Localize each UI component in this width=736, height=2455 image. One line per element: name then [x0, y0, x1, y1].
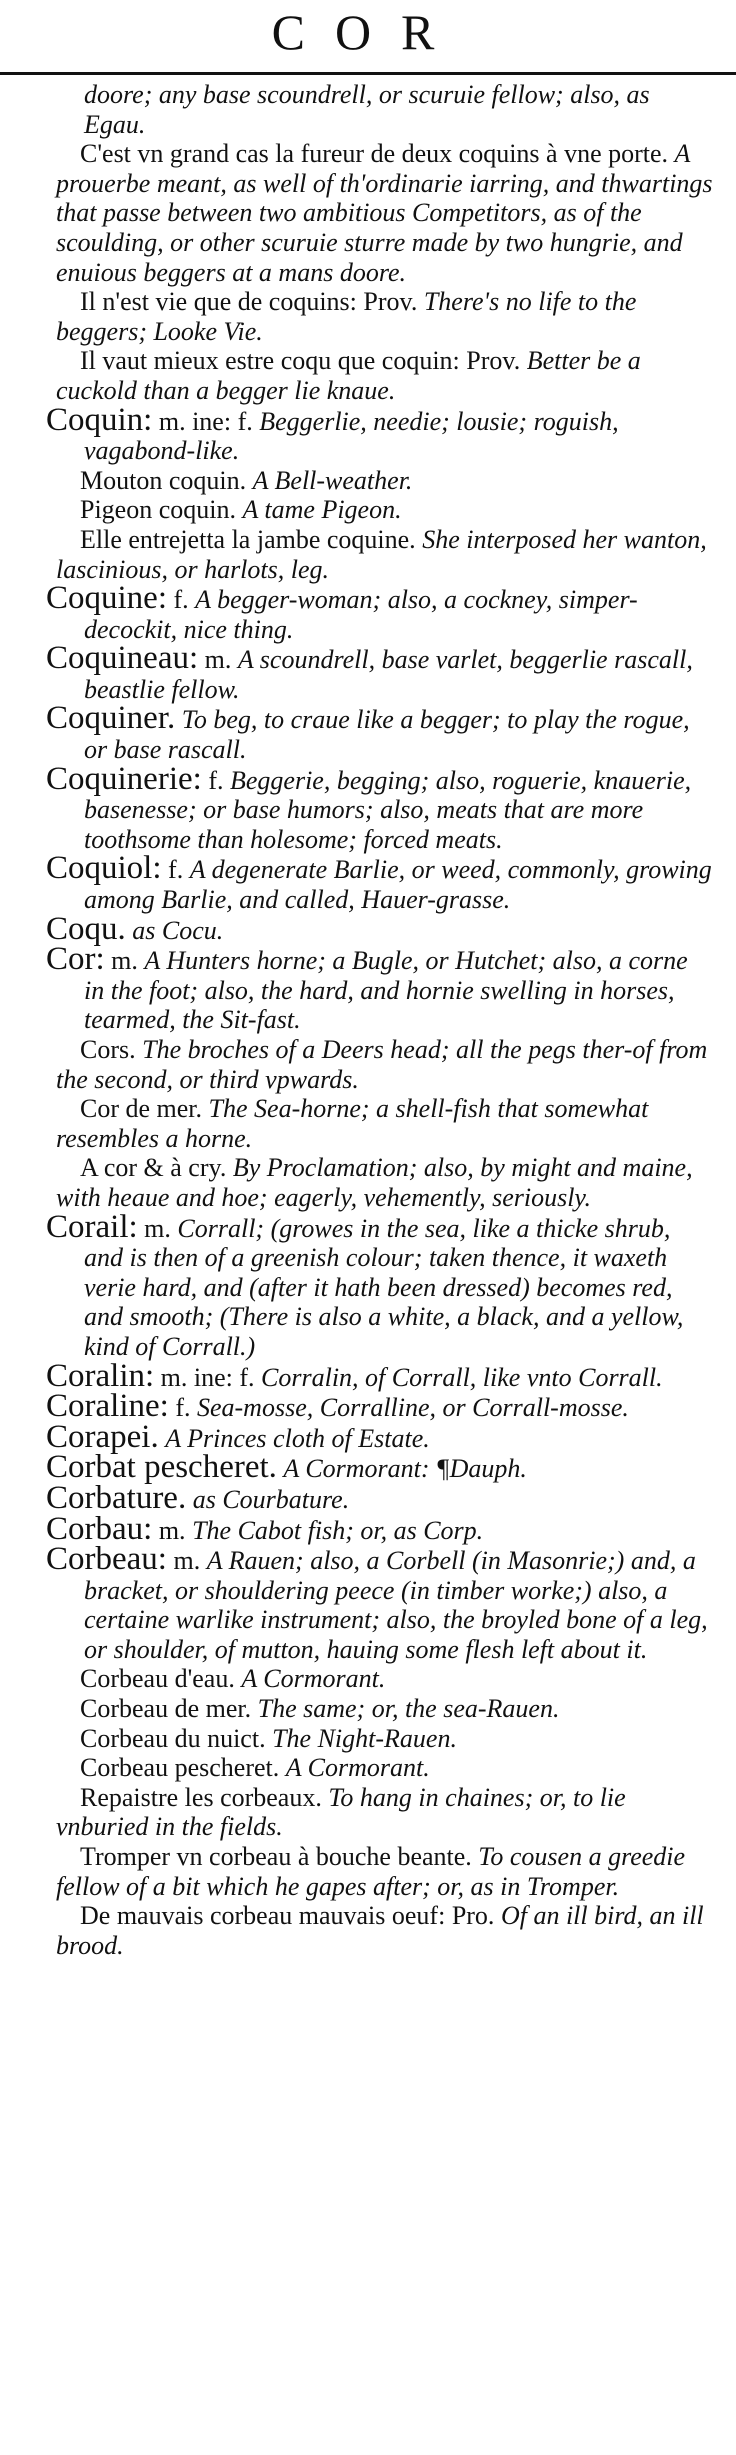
- entry-definition: A prouerbe meant, as well of th'ordinarie iarring, and thwartings that passe between two ambitious Competitors, as of the scoulding, or other scuruie sturre made by two hungrie, and enuious beggers at a mans doore.: [56, 139, 713, 287]
- entry-headword: Repaistre les corbeaux.: [80, 1782, 322, 1812]
- entry-headword: Corbature.: [46, 1479, 187, 1516]
- dictionary-entry: [46, 580, 714, 644]
- dictionary-subentry: [46, 1153, 714, 1212]
- dictionary-subentry: [46, 525, 714, 584]
- entry-grammar: Prov.: [363, 287, 418, 317]
- dictionary-entry: [46, 760, 714, 855]
- entry-headword: Corbeau de mer.: [80, 1694, 252, 1724]
- entry-headword: C'est vn grand cas la fureur de deux coquins à vne porte.: [80, 139, 669, 169]
- dictionary-subentry: [46, 139, 714, 287]
- dictionary-subentry: [46, 80, 714, 139]
- entry-headword: Cor:: [46, 941, 105, 978]
- entries-column: [46, 80, 714, 1960]
- entry-headword: Corbeau du nuict.: [80, 1723, 266, 1753]
- entry-headword: Coquiner.: [46, 700, 176, 737]
- page-header: COR: [271, 4, 465, 60]
- dictionary-subentry: [46, 1664, 714, 1694]
- entry-definition: A begger-woman; also, a cockney, simper-decockit, nice thing.: [84, 585, 638, 644]
- entry-headword: Coraline:: [46, 1388, 169, 1425]
- entry-definition: Better be a cuckold than a begger lie knaue.: [56, 346, 641, 405]
- entry-definition: Beggerie, begging; also, roguerie, knauerie, basenesse; or base humors; also, meats that are more toothsome than holesome; forced meats.: [84, 765, 692, 854]
- entry-definition: She interposed her wanton, lascinious, or harlots, leg.: [56, 524, 707, 584]
- dictionary-entry: [46, 850, 714, 915]
- entry-definition: A Cormorant.: [241, 1664, 386, 1694]
- dictionary-subentry: [46, 287, 714, 346]
- entry-headword: Mouton coquin.: [80, 465, 247, 495]
- entry-definition: The broches of a Deers head; all the pegs ther-of from the second, or third vpwards.: [56, 1035, 708, 1094]
- dictionary-subentry: [46, 1694, 714, 1724]
- entry-headword: Coquineau:: [46, 640, 199, 677]
- entry-definition: A tame Pigeon.: [242, 495, 402, 525]
- entry-grammar: m.: [111, 946, 138, 976]
- entry-definition: A Princes cloth of Estate.: [165, 1423, 430, 1453]
- dictionary-entry: [46, 910, 714, 947]
- entry-definition: There's no life to the beggers; Looke Vie.: [56, 287, 637, 346]
- dictionary-subentry: [46, 1094, 714, 1153]
- entry-headword: De mauvais corbeau mauvais oeuf:: [80, 1901, 446, 1931]
- entry-definition: The Cabot fish; or, as Corp.: [192, 1515, 484, 1545]
- entry-definition: To cousen a greedie fellow of a bit which he gapes after; or, as in Tromper.: [56, 1842, 686, 1901]
- entry-definition: To hang in chaines; or, to lie vnburied in the fields.: [56, 1782, 626, 1842]
- entry-headword: Corbeau d'eau.: [80, 1664, 235, 1694]
- entry-definition: A Cormorant.: [285, 1753, 430, 1783]
- dictionary-subentry: [46, 1035, 714, 1094]
- dictionary-entry: [46, 941, 714, 1035]
- entry-definition: Corralin, of Corrall, like vnto Corrall.: [261, 1362, 663, 1392]
- entry-definition: doore; any base scoundrell, or scuruie fellow; also, as Egau.: [84, 80, 650, 139]
- entry-headword: Cors.: [80, 1035, 136, 1064]
- entry-grammar: f.: [168, 855, 184, 885]
- dictionary-subentry: [46, 466, 714, 496]
- entry-definition: A degenerate Barlie, or weed, commonly, growing among Barlie, and called, Hauer-grasse.: [84, 855, 712, 915]
- header-rule: [0, 72, 736, 75]
- entry-headword: Corbat pescheret.: [46, 1449, 277, 1486]
- entry-definition: The Sea-horne; a shell-fish that somewhat resembles a horne.: [56, 1094, 649, 1153]
- entry-definition: Corrall; (growes in the sea, like a thicke shrub, and is then of a greenish colour; taken thence, it waxeth verie hard, and (after it hath been dressed) becomes red, and smooth; (There is also a white, a black, and a yellow, kind of Corrall.): [84, 1213, 684, 1361]
- dictionary-subentry: [46, 346, 714, 405]
- entry-headword: Coquinerie:: [46, 760, 202, 797]
- entry-grammar: m. ine: f.: [160, 1362, 255, 1392]
- entry-headword: Coquiol:: [46, 850, 162, 887]
- entry-headword: Coquin:: [46, 401, 153, 438]
- dictionary-subentry: [46, 1783, 714, 1842]
- entry-headword: Elle entrejetta la jambe coquine.: [80, 524, 416, 554]
- entry-definition: Sea-mosse, Corralline, or Corrall-mosse.: [196, 1393, 629, 1423]
- entry-grammar: Prov.: [466, 346, 521, 376]
- entry-definition: Beggerlie, needie; lousie; roguish, vagabond-like.: [84, 406, 619, 466]
- entry-grammar: f.: [173, 585, 189, 615]
- entry-definition: as Cocu.: [132, 915, 224, 945]
- dictionary-subentry: [46, 1724, 714, 1754]
- entry-grammar: Pro.: [451, 1901, 495, 1931]
- entry-definition: as Courbature.: [192, 1484, 350, 1514]
- entry-definition: A Cormorant: ¶Dauph.: [283, 1454, 527, 1484]
- entry-definition: To beg, to craue like a begger; to play the rogue, or base rascall.: [84, 705, 690, 765]
- entry-grammar: m.: [173, 1546, 201, 1576]
- dictionary-entry: [46, 1208, 714, 1362]
- entry-grammar: f.: [175, 1393, 191, 1423]
- entry-headword: Il vaut mieux estre coqu que coquin:: [80, 346, 460, 376]
- entry-grammar: f.: [208, 765, 224, 795]
- dictionary-subentry: [46, 1901, 714, 1960]
- entry-headword: Corbeau pescheret.: [80, 1753, 280, 1783]
- dictionary-subentry: [46, 495, 714, 525]
- dictionary-entry: [46, 700, 714, 765]
- entry-headword: Cor de mer.: [80, 1094, 203, 1124]
- entry-definition: The same; or, the sea-Rauen.: [257, 1694, 560, 1724]
- entry-definition: A Rauen; also, a Corbell (in Masonrie;) and, a bracket, or shouldering peece (in timber worke;) also, a certaine warlike instrument; also, the broyled bone of a leg, or shoulder, of mutton, hauing some flesh left about it.: [84, 1546, 708, 1664]
- entry-headword: Pigeon coquin.: [80, 495, 236, 525]
- entry-definition: By Proclamation; also, by might and maine, with heaue and hoe; eagerly, vehemently, seriously.: [56, 1153, 693, 1212]
- dictionary-entry: [46, 640, 714, 704]
- entry-headword: Corapei.: [46, 1418, 159, 1455]
- entry-headword: Coqu.: [46, 910, 126, 947]
- dictionary-subentry: [46, 1753, 714, 1783]
- entry-headword: Coquine:: [46, 580, 167, 617]
- entry-definition: A scoundrell, base varlet, beggerlie rascall, beastlie fellow.: [84, 645, 693, 704]
- entry-headword: Tromper vn corbeau à bouche beante.: [80, 1842, 472, 1872]
- dictionary-subentry: [46, 1842, 714, 1901]
- entry-definition: Of an ill bird, an ill brood.: [56, 1901, 704, 1960]
- entry-headword: A cor & à cry.: [80, 1153, 227, 1183]
- entry-grammar: m.: [144, 1213, 171, 1243]
- entry-grammar: m.: [158, 1515, 186, 1545]
- entry-grammar: m. ine: f.: [158, 406, 253, 436]
- entry-definition: A Hunters horne; a Bugle, or Hutchet; also, a corne in the foot; also, the hard, and hornie swelling in horses, tearmed, the Sit-fast.: [84, 946, 688, 1035]
- dictionary-entry: [46, 401, 714, 466]
- entry-headword: Corbeau:: [46, 1541, 167, 1578]
- dictionary-entry: [46, 1541, 714, 1664]
- entry-headword: Corail:: [46, 1208, 138, 1245]
- entry-headword: Il n'est vie que de coquins:: [80, 287, 357, 317]
- entry-headword: Coralin:: [46, 1357, 155, 1394]
- entry-grammar: m.: [204, 645, 232, 675]
- entry-definition: A Bell-weather.: [252, 465, 413, 495]
- entry-definition: The Night-Rauen.: [272, 1723, 457, 1753]
- entry-headword: Corbau:: [46, 1510, 153, 1547]
